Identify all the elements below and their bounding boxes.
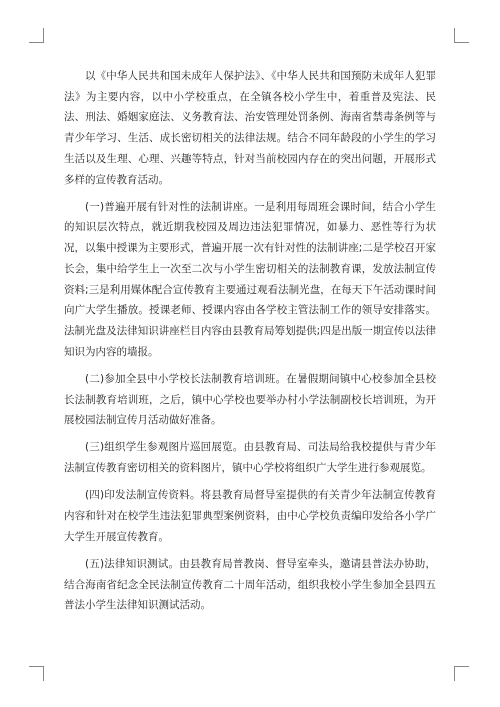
paragraph-photo-exhibition: (三)组织学生参观图片巡回展览。由县教育局、司法局给我校提供与青少年法制宣传教育密切相关的资料图片，镇中心学校将组织广大学生进行参观展览。 — [64, 441, 436, 475]
crop-mark-top-left — [29, 28, 44, 43]
crop-mark-bottom-left — [29, 666, 44, 681]
paragraph-intro: 以《中华人民共和国未成年人保护法》、《中华人民共和国预防未成年人犯罪法》为主要内容，以中小学校重点，在全镇各校小学生中，着重普及宪法、民法、刑法、婚姻家庭法、义务教育法、治安管理处罚条例、海南省禁毒条例等与青少年学习、生活、成长密切相关的法律法规。结合不同年龄段的小学生的学习生活以及生理、心理、兴趣等特点，针对当前校园内存在的突出问题，开展形式多样的宣传教育活动。 — [64, 70, 436, 186]
paragraph-legal-lectures: (一)普遍开展有针对性的法制讲座。一是利用每周班会课时间，结合小学生的知识层次特点，就近期我校园及周边违法犯罪情况，如暴力、恶性等行为状况，以集中授课为主要形式，普遍开展一次有针对性的法制讲座;二是学校召开家长会，集中给学生上一次至二次与小学生密切相关的法制教育课，发放法制宣传资料;三是利用媒体配合宣传教育主要通过观看法制光盘，在每天下午活动课时间向广大学生播放。授课老师、授课内容由各学校主管法制工作的领导安排落实。法制光盘及法律知识讲座栏目内容由县教育局筹划提供;四是出版一期宣传以法律知识为内容的墙报。 — [64, 200, 436, 358]
paragraph-law-knowledge-test: (五)法律知识测试。由县教育局普教岗、督导室牵头，邀请县普法办协助，结合海南省纪念全民法制宣传教育二十周年活动，组织我校小学生参加全县四五普法小学生法律知识测试活动。 — [64, 557, 436, 612]
paragraph-principal-training: (二)参加全县中小学校长法制教育培训班。在暑假期间镇中心校参加全县校长法制教育培训班，之后，镇中心学校也要举办村小学法制副校长培训班，为开展校园法制宣传月活动做好准备。 — [64, 372, 436, 427]
document-body — [64, 66, 436, 623]
paragraph-publicity-materials: (四)印发法制宣传资料。将县教育局督导室提供的有关青少年法制宣传教育内容和针对在校学生违法犯罪典型案例资料，由中心学校负责编印发给各小学广大学生开展宣传教育。 — [64, 489, 436, 543]
crop-mark-bottom-right — [454, 666, 469, 681]
crop-mark-top-right — [454, 28, 469, 43]
